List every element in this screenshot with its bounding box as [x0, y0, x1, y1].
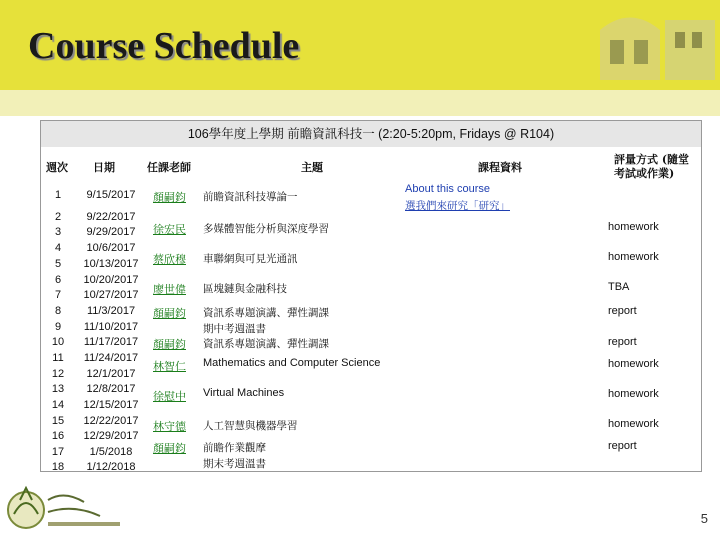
week-cell: 3	[54, 226, 62, 238]
date-cell: 10/6/2017	[86, 242, 136, 254]
date-cell: 10/27/2017	[83, 289, 139, 301]
week-cell: 15	[51, 415, 65, 427]
header-underband	[0, 90, 720, 116]
week-cell: 17	[51, 446, 65, 458]
date-cell: 11/17/2017	[83, 336, 139, 348]
date-cell: 1/5/2018	[89, 446, 133, 458]
topic-cell: 車聯網與可見光通訊	[203, 253, 298, 265]
date-cell: 9/29/2017	[86, 226, 136, 238]
page-number: 5	[700, 511, 708, 526]
week-cell: 9	[54, 321, 62, 333]
topic-cell: Mathematics and Computer Science	[203, 357, 381, 369]
teacher-link[interactable]: 顏嗣鈞	[153, 191, 186, 204]
topic-cell: 人工智慧與機器學習	[203, 420, 298, 432]
university-logo	[4, 480, 124, 536]
week-cell: 16	[51, 430, 65, 442]
teacher-link[interactable]: 顏嗣鈞	[153, 442, 186, 455]
teacher-link[interactable]: 林守德	[153, 420, 186, 433]
topic-cell: Virtual Machines	[203, 387, 285, 399]
teacher-link[interactable]: 顏嗣鈞	[153, 338, 186, 351]
grading-cell: report	[608, 305, 637, 317]
week-cell: 6	[54, 274, 62, 286]
grading-cell: homework	[608, 358, 659, 370]
table-caption: 106學年度上學期 前瞻資訊科技一 (2:20-5:20pm, Fridays @ R104)	[41, 121, 701, 147]
topic-cell: 前瞻資訊科技導論一	[203, 191, 298, 203]
week-cell: 13	[51, 383, 65, 395]
header-week: 週次	[46, 161, 68, 174]
week-cell: 14	[51, 399, 65, 411]
date-cell: 10/20/2017	[83, 274, 139, 286]
teacher-link[interactable]: 林智仁	[153, 360, 186, 373]
date-cell: 11/3/2017	[86, 305, 136, 317]
header-topic: 主題	[301, 161, 323, 174]
teacher-link[interactable]: 蔡欣穆	[153, 253, 186, 266]
week-cell: 4	[54, 242, 62, 254]
date-cell: 9/15/2017	[86, 189, 136, 201]
grading-cell: homework	[608, 221, 659, 233]
teacher-link[interactable]: 顏嗣鈞	[153, 307, 186, 320]
week-cell: 1	[54, 189, 62, 201]
week-cell: 11	[52, 352, 64, 364]
topic-cell: 資訊系專題演講、彈性調課	[203, 307, 329, 319]
header-date: 日期	[93, 161, 115, 174]
week-cell: 7	[54, 289, 62, 301]
topic-cell: 多媒體智能分析與深度學習	[203, 223, 329, 235]
teacher-link[interactable]: 徐慰中	[153, 390, 186, 403]
week-cell: 12	[51, 368, 65, 380]
topic-cell: 區塊鏈與金融科技	[203, 283, 287, 295]
header-teacher: 任課老師	[147, 161, 191, 174]
date-cell: 11/10/2017	[83, 321, 139, 333]
date-cell: 10/13/2017	[83, 258, 139, 270]
campus-building-graphic	[530, 0, 720, 90]
date-cell: 11/24/2017	[83, 352, 139, 364]
grading-cell: report	[608, 336, 637, 348]
grading-cell: homework	[608, 418, 659, 430]
schedule-table	[40, 120, 702, 472]
page-title: Course Schedule	[28, 25, 300, 67]
week-cell: 18	[51, 461, 65, 473]
topic-cell: 期中考週溫書	[203, 323, 266, 335]
grading-cell: report	[608, 440, 637, 452]
week-cell: 5	[54, 258, 62, 270]
header-grading: 評量方式 (隨堂考試或作業)	[614, 153, 690, 180]
date-cell: 12/22/2017	[83, 415, 139, 427]
grading-cell: TBA	[608, 281, 630, 293]
week-cell: 8	[54, 305, 62, 317]
title-banner	[0, 0, 720, 90]
research-link[interactable]: 選我們來研究「研究」	[405, 200, 510, 212]
date-cell: 1/12/2018	[86, 461, 136, 473]
about-course-link[interactable]: About this course	[405, 183, 490, 195]
date-cell: 12/8/2017	[86, 383, 136, 395]
date-cell: 12/29/2017	[83, 430, 139, 442]
grading-cell: homework	[608, 251, 659, 263]
date-cell: 9/22/2017	[86, 211, 136, 223]
topic-cell: 資訊系專題演講、彈性調課	[203, 338, 329, 350]
date-cell: 12/15/2017	[83, 399, 139, 411]
teacher-link[interactable]: 徐宏民	[153, 223, 186, 236]
date-cell: 12/1/2017	[86, 368, 136, 380]
header-material: 課程資料	[478, 161, 522, 174]
topic-cell: 期末考週溫書	[203, 458, 266, 470]
week-cell: 10	[51, 336, 65, 348]
week-cell: 2	[54, 211, 62, 223]
grading-cell: homework	[608, 388, 659, 400]
teacher-link[interactable]: 廖世偉	[153, 283, 186, 296]
topic-cell: 前瞻作業觀摩	[203, 442, 266, 454]
